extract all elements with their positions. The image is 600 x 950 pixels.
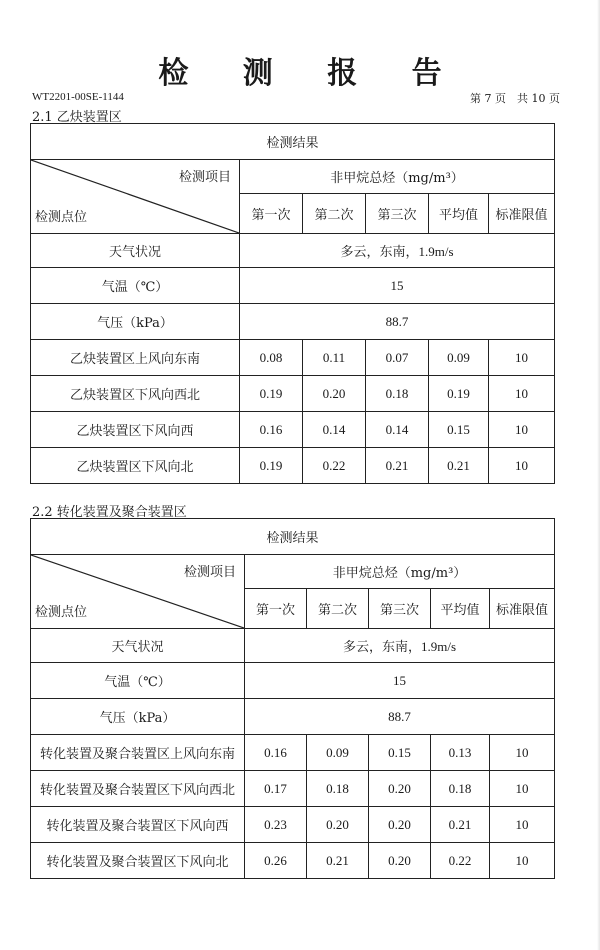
value-cell: 0.16 — [240, 412, 303, 448]
point-name: 乙炔装置区上风向东南 — [31, 340, 240, 376]
temperature-label: 气温（℃） — [31, 663, 245, 699]
document-number: WT2201-00SE-1144 — [32, 91, 124, 103]
value-cell: 10 — [490, 807, 555, 843]
header-diagonal-cell — [31, 160, 240, 234]
column-header: 第二次 — [303, 194, 366, 234]
item-label: 检测项目 — [183, 565, 236, 580]
column-header: 平均值 — [431, 589, 490, 629]
weather-label: 天气状况 — [31, 234, 240, 268]
parameter-header: 非甲烷总烃（mg/m³） — [245, 555, 555, 589]
value-cell: 0.13 — [431, 735, 490, 771]
pressure-label: 气压（kPa） — [31, 304, 240, 340]
result-header: 检测结果 — [31, 124, 555, 160]
result-header: 检测结果 — [31, 519, 555, 555]
value-cell: 0.17 — [245, 771, 307, 807]
value-cell: 0.15 — [369, 735, 431, 771]
value-cell: 0.15 — [429, 412, 489, 448]
point-name: 乙炔装置区下风向西 — [31, 412, 240, 448]
value-cell: 0.18 — [366, 376, 429, 412]
header-diagonal-cell — [31, 555, 245, 629]
value-cell: 0.18 — [431, 771, 490, 807]
table-row — [31, 448, 555, 484]
column-header: 第一次 — [245, 589, 307, 629]
temperature-value: 15 — [245, 663, 555, 699]
value-cell: 0.20 — [303, 376, 366, 412]
pressure-value: 88.7 — [245, 699, 555, 735]
table-row — [31, 771, 555, 807]
value-cell: 10 — [489, 448, 555, 484]
value-cell: 0.20 — [369, 807, 431, 843]
column-header: 第三次 — [369, 589, 431, 629]
value-cell: 0.09 — [307, 735, 369, 771]
point-label: 检测点位 — [35, 605, 88, 620]
report-title: 检 测 报 告 — [158, 56, 464, 91]
value-cell: 0.20 — [369, 771, 431, 807]
value-cell: 0.16 — [245, 735, 307, 771]
value-cell: 0.21 — [366, 448, 429, 484]
value-cell: 0.18 — [307, 771, 369, 807]
column-header: 标准限值 — [489, 194, 555, 234]
value-cell: 10 — [490, 843, 555, 879]
table-row — [31, 807, 555, 843]
value-cell: 0.19 — [240, 376, 303, 412]
value-cell: 0.22 — [431, 843, 490, 879]
table-row — [31, 843, 555, 879]
result-table-2-2 — [30, 518, 555, 879]
value-cell: 0.26 — [245, 843, 307, 879]
page-info: 第 7 页 共 10 页 — [470, 92, 560, 105]
point-label: 检测点位 — [35, 210, 88, 225]
weather-value: 多云，东南，1.9m/s — [240, 234, 555, 268]
column-header: 第二次 — [307, 589, 369, 629]
value-cell: 0.07 — [366, 340, 429, 376]
value-cell: 0.21 — [431, 807, 490, 843]
table-row — [31, 340, 555, 376]
pressure-label: 气压（kPa） — [31, 699, 245, 735]
point-name: 转化装置及聚合装置区下风向西北 — [31, 771, 245, 807]
point-name: 乙炔装置区下风向北 — [31, 448, 240, 484]
value-cell: 0.19 — [429, 376, 489, 412]
value-cell: 10 — [490, 735, 555, 771]
item-label: 检测项目 — [178, 170, 231, 185]
point-name: 转化装置及聚合装置区下风向西 — [31, 807, 245, 843]
parameter-header: 非甲烷总烃（mg/m³） — [240, 160, 555, 194]
value-cell: 0.21 — [307, 843, 369, 879]
value-cell: 0.09 — [429, 340, 489, 376]
value-cell: 0.20 — [307, 807, 369, 843]
value-cell: 10 — [489, 340, 555, 376]
temperature-label: 气温（℃） — [31, 268, 240, 304]
table-row — [31, 412, 555, 448]
value-cell: 10 — [489, 376, 555, 412]
point-name: 乙炔装置区下风向西北 — [31, 376, 240, 412]
value-cell: 0.19 — [240, 448, 303, 484]
point-name: 转化装置及聚合装置区上风向东南 — [31, 735, 245, 771]
value-cell: 0.14 — [303, 412, 366, 448]
value-cell: 10 — [489, 412, 555, 448]
value-cell: 0.23 — [245, 807, 307, 843]
section-title-2-2: 2.2 转化装置及聚合装置区 — [32, 505, 187, 520]
section-title-2-1: 2.1 乙炔装置区 — [32, 110, 122, 125]
column-header: 标准限值 — [490, 589, 555, 629]
value-cell: 0.08 — [240, 340, 303, 376]
point-name: 转化装置及聚合装置区下风向北 — [31, 843, 245, 879]
weather-value: 多云，东南，1.9m/s — [245, 629, 555, 663]
result-table-2-1 — [30, 123, 555, 484]
value-cell: 0.21 — [429, 448, 489, 484]
value-cell: 10 — [490, 771, 555, 807]
pressure-value: 88.7 — [240, 304, 555, 340]
weather-label: 天气状况 — [31, 629, 245, 663]
value-cell: 0.20 — [369, 843, 431, 879]
table-row — [31, 376, 555, 412]
value-cell: 0.11 — [303, 340, 366, 376]
table-row — [31, 735, 555, 771]
column-header: 第一次 — [240, 194, 303, 234]
value-cell: 0.22 — [303, 448, 366, 484]
temperature-value: 15 — [240, 268, 555, 304]
column-header: 第三次 — [366, 194, 429, 234]
column-header: 平均值 — [429, 194, 489, 234]
value-cell: 0.14 — [366, 412, 429, 448]
